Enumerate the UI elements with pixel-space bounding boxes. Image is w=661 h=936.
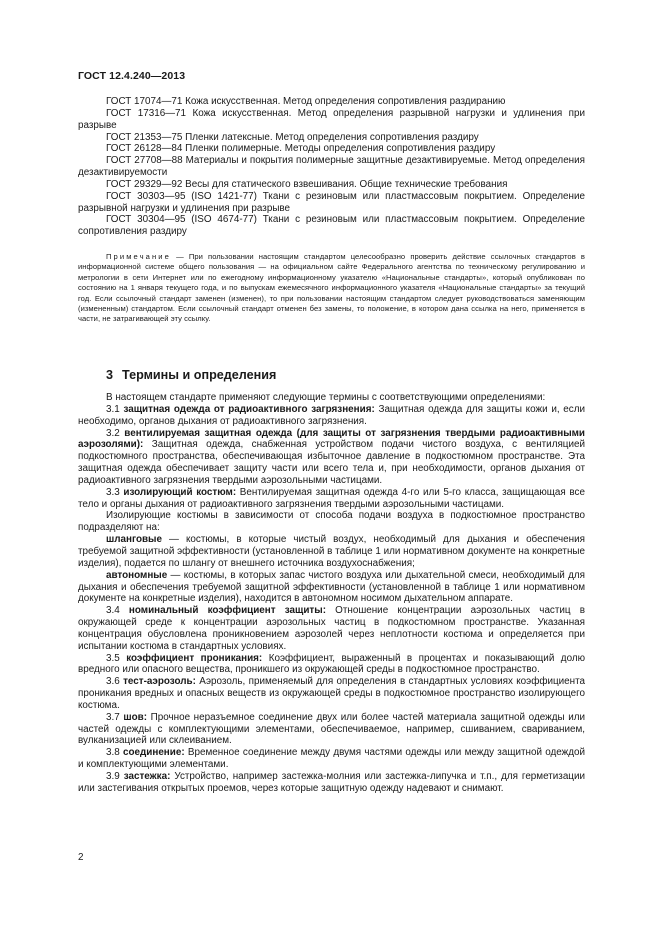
term-number: 3.3 [106, 486, 120, 498]
page-number: 2 [78, 852, 84, 863]
document-header: ГОСТ 12.4.240—2013 [78, 70, 186, 82]
term-definition: — костюмы, в которых запас чистого воздуха или дыхательной смеси, необходимый для дыхания и обеспечения требуемой защитной эффективности (установленной в таблице 1 или нормативном документе на конкретные изделия), находится в автономном носимом дыхательном аппарате. [78, 569, 585, 605]
term-definition: Коэффициент, выраженный в процентах и показывающий долю вредного или опасного вещества, проникшего из окружающей среды в подкостюмное пространство. [78, 652, 586, 676]
definitions-body [78, 392, 585, 795]
term-name: защитная одежда от радиоактивного загрязнения: [123, 403, 375, 415]
reference-note [78, 252, 585, 325]
term-3-9 [78, 771, 585, 795]
term-name: шланговые [106, 534, 162, 546]
term-definition: Прочное неразъемное соединение двух или более частей материала защитной одежды или частей одежды с комплектующими элементами, обеспечиваемое, например, сшиванием, свариванием, вулканизацией или склеиванием. [78, 711, 585, 747]
term-3-7 [78, 712, 585, 748]
term-number: 3.6 [106, 676, 120, 688]
term-name: вентилируемая защитная одежда (для защиты от загрязнения твердыми радиоактивными аэрозолями): [78, 427, 586, 451]
term-3-2 [78, 428, 585, 487]
term-definition: Защитная одежда, снабженная устройством подачи чистого воздуха, с вентиляцией подкостюмного пространства, обеспечивающая избыточное давление в подкостюмном пространстве. Эта защитная одежда обеспечивает защиту части или всего тела и, при необходимости, органов дыхания от радиоактивного загрязнения твердыми аэрозольными частицами. [78, 439, 585, 486]
reference-item: ГОСТ 17074—71 Кожа искусственная. Метод определения сопротивления раздиранию [106, 96, 506, 107]
reference-item: ГОСТ 26128—84 Пленки полимерные. Методы определения сопротивления раздиру [106, 143, 496, 155]
term-definition: Отношение концентрации аэрозольных частиц в окружающей среде к концентрации аэрозольных частиц в подкостюмном пространстве. Указанная концентрация обусловлена проникновением аэрозолей через неплотности костюма и определяется при испытании костюма в стандартных условиях. [78, 605, 585, 652]
term-3-6 [78, 676, 585, 712]
term-definition: Аэрозоль, применяемый для определения в стандартных условиях коэффициента проникания вредных и опасных веществ из окружающей среды в подкостюмное пространство изолирующего костюма. [78, 676, 585, 711]
term-definition: — костюмы, в которые чистый воздух, необходимый для дыхания и обеспечения требуемой защитной эффективности (установленной в таблице 1 или нормативном документе на конкретные изделия), подается по шлангу от внешнего источника воздухоснабжения; [78, 534, 585, 569]
term-3-3-subdivision: Изолирующие костюмы в зависимости от способа подачи воздуха в подкостюмное пространство подразделяют на: [78, 510, 585, 534]
term-definition: Временное соединение между двумя частями одежды или между защитной одеждой и комплектующими элементами. [78, 747, 586, 771]
reference-item: ГОСТ 17316—71 Кожа искусственная. Метод определения разрывной нагрузки и удлинения при разрыве [78, 107, 585, 131]
term-name: тест-аэрозоль: [123, 676, 196, 688]
term-name: номинальный коэффициент защиты: [128, 605, 326, 617]
term-3-5 [78, 653, 585, 677]
term-3-3 [78, 487, 585, 511]
term-number: 3.7 [106, 711, 120, 723]
term-definition: Защитная одежда для защиты кожи и, если необходимо, органов дыхания от радиоактивного загрязнения. [78, 403, 585, 427]
term-number: 3.2 [106, 427, 120, 439]
term-number: 3.5 [106, 652, 120, 664]
term-name: соединение: [123, 747, 185, 759]
reference-item: ГОСТ 21353—75 Пленки латексные. Метод определения сопротивления раздиру [106, 131, 479, 143]
reference-item: ГОСТ 27708—88 Материалы и покрытия полимерные защитные дезактивируемые. Метод определения дезактивируемости [78, 155, 585, 179]
note-text: — При пользовании настоящим стандартом целесообразно проверить действие ссылочных стандартов в информационной системе общего пользования — на официальном сайте Федерального агентства по техническому регулированию и метрологии в сети Интернет или по ежегодному информационному указателю «Национальные стандарты», который опубликован по состоянию на 1 января текущего года, и по выпускам ежемесячного информационного указателя «Национальные стандарты» за текущий год. Если ссылочный стандарт заменен (изменен), то при пользовании настоящим стандартом следует руководствоваться заменяющим (измененным) стандартом. Если ссылочный стандарт отменен без замены, то положение, в котором дана ссылка на него, применяется в части, не затрагивающей эту ссылку. [78, 252, 585, 324]
intro-paragraph: В настоящем стандарте применяют следующие термины с соответствующими определениями: [106, 392, 546, 403]
section-title: Термины и определения [122, 368, 277, 382]
term-name: автономные [106, 569, 168, 581]
term-name: коэффициент проникания: [126, 652, 263, 664]
section-heading [106, 368, 276, 382]
reference-item: ГОСТ 30304—95 (ISO 4674-77) Ткани с резиновым или пластмассовым покрытием. Определение сопротивления раздиру [78, 214, 585, 238]
term-definition: Вентилируемая защитная одежда 4-го или 5-го класса, защищающая все тело и органы дыхания от радиоактивного загрязнения твердыми аэрозольными частицами. [78, 486, 585, 510]
term-3-1 [78, 404, 585, 428]
term-number: 3.4 [106, 605, 120, 617]
reference-list [78, 96, 585, 238]
term-number: 3.9 [106, 771, 120, 782]
term-3-8 [78, 747, 585, 771]
note-label: Примечание [106, 252, 171, 261]
section-number: 3 [106, 368, 114, 382]
term-name: изолирующий костюм: [123, 486, 237, 498]
term-3-4 [78, 605, 585, 652]
term-name: застежка: [123, 771, 171, 782]
term-number: 3.8 [106, 747, 120, 759]
term-hose-suits [78, 534, 585, 570]
term-definition: Устройство, например застежка-молния или застежка-липучка и т.п., для герметизации или застегивания открытых проемов, через которые защитную одежду надевают и снимают. [78, 771, 585, 794]
reference-item: ГОСТ 30303—95 (ISO 1421-77) Ткани с резиновым или пластмассовым покрытием. Определение разрывной нагрузки и удлинения при разрыве [78, 190, 585, 214]
term-autonomous-suits [78, 570, 585, 606]
term-number: 3.1 [106, 403, 120, 415]
term-name: шов: [123, 711, 147, 723]
reference-item: ГОСТ 29329—92 Весы для статического взвешивания. Общие технические требования [106, 178, 508, 190]
